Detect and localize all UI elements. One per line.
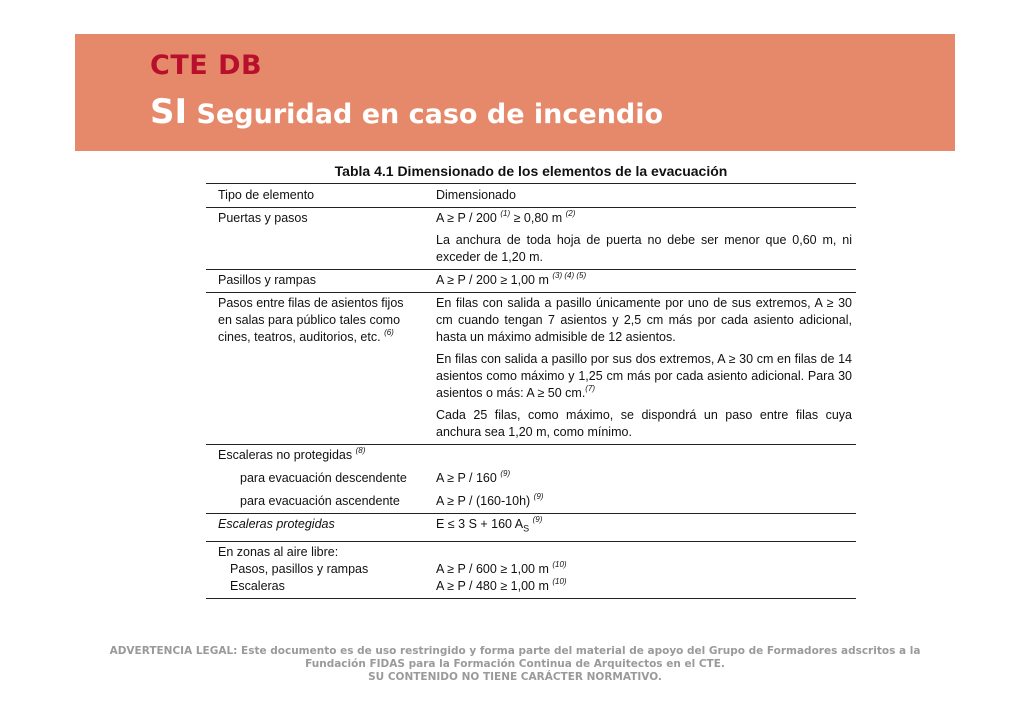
formula: ≥ 0,80 m	[510, 211, 566, 225]
footnote-ref: (2)	[565, 209, 576, 218]
formula: A ≥ P / 200 ≥ 1,00 m	[436, 273, 553, 287]
header-banner	[75, 34, 955, 151]
sub-label: para evacuación ascendente	[240, 494, 400, 508]
sub-label: Pasos, pasillos y rampas	[230, 561, 369, 576]
legal-notice	[80, 645, 950, 684]
cell-value	[424, 542, 856, 598]
table-row-escaleras-protegidas	[206, 513, 856, 541]
sub-label: Escaleras	[230, 578, 285, 593]
label-text: Pasos entre filas de asientos fijos en salas para público tales como cines, teatros, auditorios, etc.	[218, 296, 404, 344]
cell-value	[424, 293, 856, 444]
table-row-pasillos	[206, 269, 856, 292]
cell-label	[206, 445, 424, 513]
doc-code: CTE DB	[150, 50, 263, 81]
footnote-ref: (9)	[500, 469, 511, 478]
formula-subscript: S	[523, 523, 530, 534]
footnote-ref: (6)	[384, 328, 394, 337]
footnote-ref: (10)	[552, 559, 567, 569]
formula: A ≥ P / 600 ≥ 1,00 m	[436, 561, 553, 576]
label-text: Escaleras no protegidas	[218, 448, 356, 462]
cell-value	[424, 208, 856, 269]
cell-label: Pasillos y rampas	[218, 273, 316, 287]
table-header-row	[206, 183, 856, 208]
formula: A ≥ P / 200	[436, 211, 501, 225]
cell-label	[206, 542, 424, 598]
formula: A ≥ P / 160	[436, 471, 501, 485]
legal-line: SU CONTENIDO NO TIENE CARÁCTER NORMATIVO.	[368, 671, 662, 683]
label-text: En zonas al aire libre:	[218, 544, 339, 559]
cell-label	[206, 293, 424, 444]
table-row-asientos	[206, 292, 856, 444]
footnote-ref: (1)	[500, 209, 511, 218]
footnote-ref: (3) (4) (5)	[552, 271, 587, 280]
legal-line: ADVERTENCIA LEGAL: Este documento es de uso restringido y forma parte del material de apoyo del Grupo de Formadores adscritos a la	[109, 645, 921, 657]
evacuation-table	[206, 183, 856, 599]
header-dimensionado: Dimensionado	[436, 188, 516, 202]
doc-title-si: SI	[150, 92, 188, 132]
legal-line: Fundación FIDAS para la Formación Continua de Arquitectos en el CTE.	[305, 658, 725, 670]
cell-value	[424, 445, 856, 513]
footnote-ref: (10)	[552, 576, 567, 586]
cell-value	[424, 514, 856, 541]
note: La anchura de toda hoja de puerta no debe ser menor que 0,60 m, ni exceder de 1,20 m.	[436, 233, 852, 264]
doc-title	[150, 92, 663, 132]
formula: E ≤ 3 S + 160 A	[436, 517, 524, 531]
paragraph: Cada 25 filas, como máximo, se dispondrá un paso entre filas cuya anchura sea 1,20 m, como mínimo.	[436, 408, 852, 439]
footnote-ref: (9)	[532, 515, 543, 524]
header-tipo: Tipo de elemento	[218, 188, 315, 202]
table-title: Tabla 4.1 Dimensionado de los elementos de la evacuación	[334, 163, 728, 179]
footnote-ref: (7)	[585, 384, 596, 393]
table-row-escaleras-no-protegidas	[206, 444, 856, 513]
cell-label: Escaleras protegidas	[218, 517, 335, 531]
footnote-ref: (9)	[533, 492, 544, 501]
table-row-aire-libre	[206, 541, 856, 599]
paragraph: En filas con salida a pasillo por sus dos extremos, A ≥ 30 cm en filas de 14 asientos como máximo y 1,25 cm más por cada asiento adicional. Para 30 asientos o más: A ≥ 50 cm.	[436, 352, 852, 400]
paragraph: En filas con salida a pasillo únicamente por uno de sus extremos, A ≥ 30 cm cuando tengan 7 asientos y 2,5 cm más por cada asiento adicional, hasta un máximo admisible de 12 asientos.	[436, 296, 852, 344]
cell-label: Puertas y pasos	[218, 211, 308, 225]
formula: A ≥ P / 480 ≥ 1,00 m	[436, 578, 553, 593]
table-row-puertas	[206, 208, 856, 269]
doc-title-rest: Seguridad en caso de incendio	[187, 99, 664, 130]
sub-label: para evacuación descendente	[240, 471, 407, 485]
cell-value	[424, 270, 856, 292]
footnote-ref: (8)	[355, 446, 366, 455]
formula: A ≥ P / (160-10h)	[436, 494, 534, 508]
